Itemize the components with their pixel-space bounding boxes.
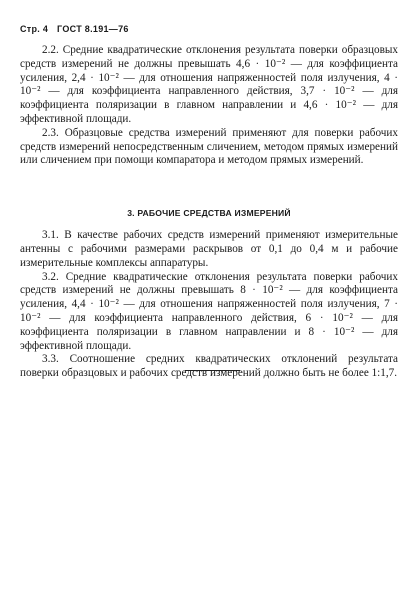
end-divider (185, 370, 240, 371)
standard-code: ГОСТ 8.191—76 (57, 24, 129, 34)
paragraph-3-2: 3.2. Средние квадратические отклонения результата поверки рабочих средств измерений не должны превышать 8 · 10⁻² — для коэффициента усиления, 4,4 · 10⁻² — для отношения напряженностей поля излучения, 7 · 10⁻² — для коэффициента направленного действия, 6 · 10⁻² — для коэффициента поляризации в главном направлении и 8 · 10⁻² — для эффективной площади. (20, 270, 398, 352)
paragraph-3-1: 3.1. В качестве рабочих средств измерений применяют измерительные антенны с рабочими размерами раскрывов от 0,1 до 0,4 м и рабочие измерительные комплексы аппаратуры. (20, 229, 398, 269)
paragraph-2-3: 2.3. Образцовые средства измерений применяют для поверки рабочих средств измерений непосредственным сличением, методом прямых измерений или сличением при помощи компаратора и методом прямых измерений. (20, 126, 398, 167)
page-header (20, 24, 135, 34)
paragraph-3-3: 3.3. Соотношение средних квадратических отклонений результата поверки образцовых и рабочих средств измерений должно быть не более 1:1,7. (20, 353, 398, 380)
paragraph-2-2: 2.2. Средние квадратические отклонения результата поверки образцовых средств измерений не должны превышать 4,6 · 10⁻² — для коэффициента усиления, 2,4 · 10⁻² — для отношения напряженностей поля излучения, 4 · 10⁻² — для коэффициента направленного действия, 3,7 · 10⁻² — для коэффициента поляризации в главном направлении и 4,6 · 10⁻² — для эффективной площади. (20, 44, 398, 125)
document-body (20, 44, 398, 381)
section-3-title: 3. РАБОЧИЕ СРЕДСТВА ИЗМЕРЕНИЙ (127, 208, 291, 219)
page-number: Стр. 4 (20, 24, 49, 34)
